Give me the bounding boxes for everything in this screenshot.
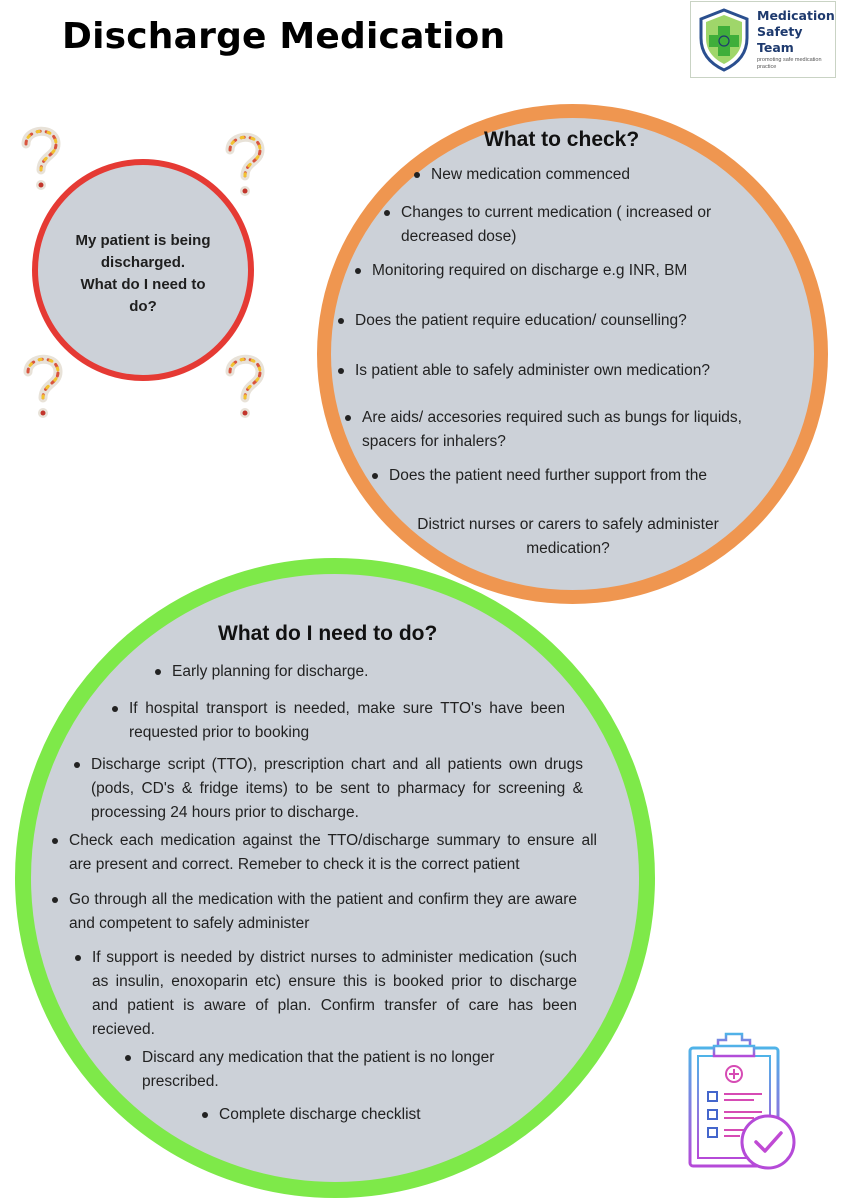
todo-item: If hospital transport is needed, make sure TTO's have been requested prior to booking [129,697,565,745]
check-item: Changes to current medication ( increased or decreased dose) [401,201,761,249]
check-item: Are aids/ accesories required such as bungs for liquids, spacers for inhalers? [362,406,782,454]
todo-item: Go through all the medication with the patient and confirm they are aware and competent to safely administer [69,888,577,936]
pill-question-mark-icon [18,122,64,194]
todo-item: If support is needed by district nurses to administer medication (such as insulin, enoxoparin etc) ensure this is booked prior to discharge and patient is aware of plan. Confirm transfer of care has been recieved. [92,946,577,1042]
intro-line: do? [129,298,157,315]
check-item: New medication commenced [431,163,731,187]
check-item: Monitoring required on discharge e.g INR, BM [372,259,772,283]
check-heading: What to check? [484,128,640,151]
todo-item: Complete discharge checklist [219,1103,519,1127]
logo-line-1: Medication [757,8,835,23]
intro-question [32,230,254,318]
todo-item: Discharge script (TTO), prescription chart and all patients own drugs (pods, CD's & fridge items) to be sent to pharmacy for screening & processing 24 hours prior to discharge. [91,753,583,825]
clipboard-checklist-icon [688,1030,800,1172]
todo-circle [15,558,655,1198]
check-item: Does the patient need further support from the [389,464,769,488]
intro-line: discharged. [100,254,186,271]
check-item: Does the patient require education/ counselling? [355,309,775,333]
pill-question-mark-icon [222,128,268,200]
todo-item: Check each medication against the TTO/discharge summary to ensure all are present and correct. Remeber to check it is the correct patient [69,829,597,877]
pill-question-mark-icon [222,350,268,422]
todo-heading: What do I need to do? [218,622,438,645]
medication-safety-team-logo [690,1,836,78]
logo-line-3: Team [757,40,794,55]
logo-line-2: Safety [757,24,803,39]
pill-question-mark-icon [20,350,66,422]
page-title: Discharge Medication [62,16,506,57]
intro-line: My patient is being [75,232,211,249]
intro-line: What do I need to [80,276,206,293]
logo-tagline: promoting safe medication practice [757,57,822,70]
shield-cross-icon [697,8,751,72]
todo-item: Discard any medication that the patient is no longer prescribed. [142,1046,542,1094]
todo-item: Early planning for discharge. [172,660,532,684]
check-item: Is patient able to safely administer own medication? [355,359,775,383]
check-item-continued: District nurses or carers to safely administer medication? [417,516,719,557]
